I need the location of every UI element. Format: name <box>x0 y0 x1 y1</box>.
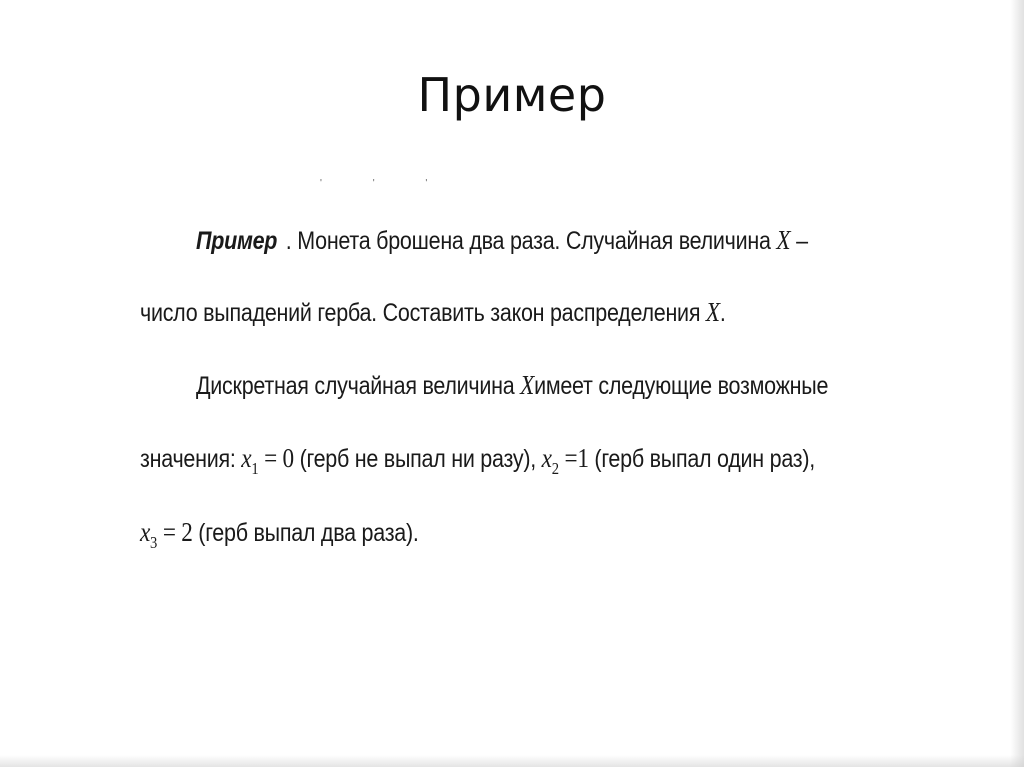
variable-x: X <box>705 297 720 327</box>
text-line-5 <box>140 517 419 553</box>
x1-sub: 1 <box>251 459 259 478</box>
variable-x: X <box>520 370 535 400</box>
x3-eq: = 2 <box>162 517 193 547</box>
line2-text-a: число выпадений герба. Составить закон распределения <box>140 299 701 327</box>
text-line-1 <box>196 225 808 256</box>
text-line-2 <box>140 297 726 328</box>
text-line-4 <box>140 443 815 479</box>
line3-text-b: имеет следующие возможные <box>534 372 829 400</box>
x3-sub: 3 <box>150 533 158 552</box>
scanned-text-image <box>140 180 900 590</box>
line4-text-c: (герб выпал один раз), <box>594 445 816 473</box>
x2-var: x <box>541 443 552 473</box>
x2-eq: =1 <box>564 443 589 473</box>
slide-edge-shadow <box>1010 0 1024 767</box>
line1-text-a: . Монета брошена два раза. Случайная величина <box>285 227 771 255</box>
x3-var: x <box>140 517 151 547</box>
x2-sub: 2 <box>551 459 559 478</box>
scan-crop-artifact: ' ' ' <box>320 178 452 189</box>
text-line-3 <box>196 370 828 401</box>
x1-var: x <box>241 443 252 473</box>
line2-text-b: . <box>719 299 726 327</box>
line4-text-a: значения: <box>140 445 236 473</box>
line3-text-a: Дискретная случайная величина <box>196 372 515 400</box>
slide-title: Пример <box>417 68 607 122</box>
slide-edge-shadow-bottom <box>0 755 1024 767</box>
line4-text-b: (герб не выпал ни разу), <box>299 445 536 473</box>
variable-x: X <box>776 225 791 255</box>
example-label: Пример <box>196 227 278 255</box>
line1-text-b: – <box>796 227 808 255</box>
x1-eq: = 0 <box>264 443 294 473</box>
line5-text-a: (герб выпал два раза). <box>198 519 419 547</box>
